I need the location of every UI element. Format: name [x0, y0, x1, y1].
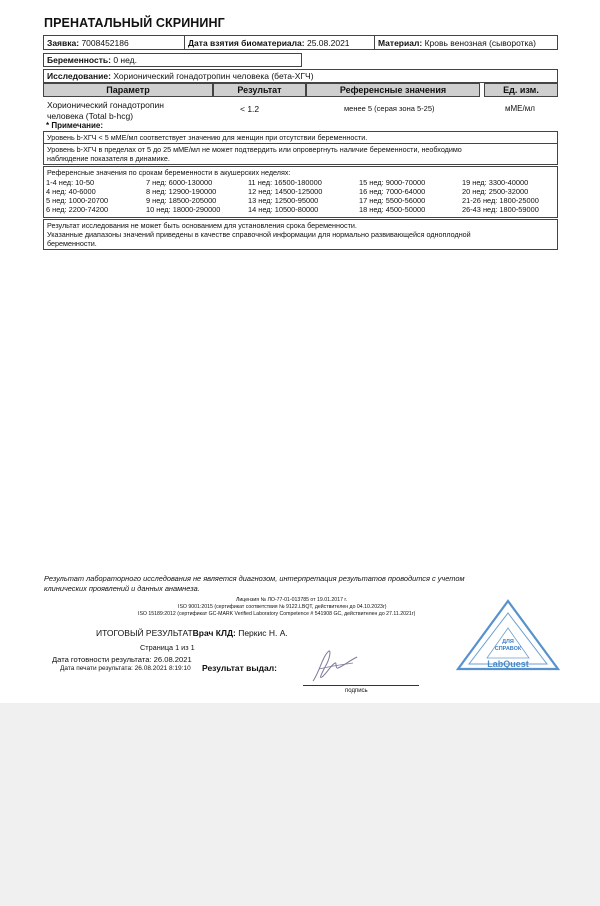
page-title: ПРЕНАТАЛЬНЫЙ СКРИНИНГ — [44, 16, 225, 30]
conclusion-line-1: Результат исследования не может быть основанием для установления срока беременности. — [47, 221, 357, 230]
ref-item: 1-4 нед: 10-50 — [46, 178, 95, 187]
reference-title: Референсные значения по срокам беременности в акушерских неделях: — [47, 168, 291, 177]
study-row — [43, 69, 558, 83]
disclaimer — [44, 574, 524, 594]
stamp-center-2: СПРАВОК — [494, 646, 522, 652]
header-reference: Референсные значения — [306, 83, 480, 97]
reference-box — [43, 166, 558, 218]
ref-item: 5 нед: 1000-20700 — [46, 196, 109, 205]
lab-stamp — [455, 598, 561, 672]
pregnancy-value: 0 нед. — [113, 55, 137, 65]
ref-item: 19 нед: 3300-40000 — [462, 178, 529, 187]
header-unit: Ед. изм. — [484, 83, 558, 97]
print-date: Дата печати результата: 26.08.2021 8:19:10 — [60, 665, 191, 672]
material-label: Материал: — [378, 37, 423, 48]
date-cell — [184, 36, 374, 49]
result-parameter — [47, 100, 164, 122]
page-number: Страница 1 из 1 — [140, 643, 195, 652]
material-value: Кровь венозная (сыворотка) — [424, 37, 536, 48]
ref-item: 6 нед: 2200-74200 — [46, 205, 109, 214]
order-info-row — [43, 35, 558, 50]
parameter-line1: Хорионический гонадотропин — [47, 100, 164, 110]
ref-item: 26-43 нед: 1800-59000 — [462, 205, 539, 214]
material-cell — [374, 36, 557, 49]
pregnancy-row — [43, 53, 302, 67]
study-cell — [44, 70, 557, 82]
pregnancy-label: Беременность: — [47, 55, 111, 65]
disclaimer-line-2: клинических проявлений и данных анамнеза. — [44, 584, 200, 593]
disclaimer-line-1: Результат лабораторного исследования не является диагнозом, интерпретация результатов проводится с учетом — [44, 574, 465, 583]
ref-item: 16 нед: 7000-64000 — [359, 187, 426, 196]
order-cell — [44, 36, 184, 49]
unit-value: мМЕ/мл — [505, 104, 535, 113]
note-box-2 — [43, 143, 558, 165]
ref-item: 15 нед: 9000-70000 — [359, 178, 426, 187]
signature-label: подпись — [345, 688, 368, 694]
doctor-name: Перкис Н. А. — [238, 628, 288, 638]
note-line-2b: наблюдение показателя в динамике. — [47, 154, 170, 163]
final-result-label: ИТОГОВЫЙ РЕЗУЛЬТАТ — [96, 628, 193, 638]
header-result: Результат — [213, 83, 306, 97]
ready-date: Дата готовности результата: 26.08.2021 — [52, 655, 192, 664]
pregnancy-cell — [44, 54, 301, 66]
license-line-3: ISO 15189:2012 (сертификат GC-MARK Verified Laboratory Competence # 541908 GC, действителен до 27.11.2021г) — [138, 611, 416, 617]
license-line-2: ISO 9001:2015 (сертификат соответствия № 9122.LBQT, действителен до 04.10.2023г) — [178, 604, 387, 610]
reference-grid — [46, 178, 556, 216]
ref-item: 20 нед: 2500-32000 — [462, 187, 529, 196]
date-value: 25.08.2021 — [306, 37, 350, 48]
ref-item: 9 нед: 18500-205000 — [146, 196, 217, 205]
study-label: Исследование: — [47, 71, 111, 81]
conclusion-line-3: беременности. — [47, 239, 97, 248]
ref-item: 10 нед: 18000-290000 — [146, 205, 221, 214]
result-value: < 1.2 — [240, 104, 260, 114]
header-parameter: Параметр — [43, 83, 213, 97]
study-value: Хорионический гонадотропин человека (бета-ХГЧ) — [113, 71, 314, 81]
ref-item: 12 нед: 14500-125000 — [248, 187, 323, 196]
ref-item: 13 нед: 12500-95000 — [248, 196, 319, 205]
note-title: * Примечание: — [46, 121, 104, 130]
ref-item: 17 нед: 5500-56000 — [359, 196, 426, 205]
ref-item: 4 нед: 40-6000 — [46, 187, 96, 196]
date-label: Дата взятия биоматериала: — [188, 37, 305, 48]
ref-item: 21-26 нед: 1800-25000 — [462, 196, 539, 205]
note-line-2a: Уровень b-ХГЧ в пределах от 5 до 25 мМЕ/мл не может подтвердить или опровергнуть наличие беременности, необходимо — [47, 145, 462, 154]
license-line-1: Лицензия № ЛО-77-01-013785 от 19.01.2017 г. — [236, 597, 348, 603]
reference-value: менее 5 (серая зона 5-25) — [344, 104, 435, 113]
ref-item: 8 нед: 12900-190000 — [146, 187, 217, 196]
ref-item: 18 нед: 4500-50000 — [359, 205, 426, 214]
ref-item: 14 нед: 10500-80000 — [248, 205, 319, 214]
ref-item: 11 нед: 16500-180000 — [248, 178, 322, 187]
conclusion-line-2: Указанные диапазоны значений приведены в качестве справочной информации для нормально развивающейся одноплодной — [47, 230, 471, 239]
final-result-line — [96, 628, 288, 638]
issued-by-label: Результат выдал: — [202, 663, 277, 673]
signature-image — [305, 645, 361, 685]
order-label: Заявка: — [47, 37, 80, 48]
ref-item: 7 нед: 6000-130000 — [146, 178, 213, 187]
stamp-center-1: ДЛЯ — [502, 639, 514, 645]
signature-line — [303, 685, 419, 686]
stamp-brand: LabQuest — [487, 659, 529, 669]
note-line-1: Уровень b-ХГЧ < 5 мМЕ/мл соответствует значению для женщин при отсутствии беременности. — [47, 133, 368, 142]
parameter-line2: человека (Total b-hcg) — [47, 111, 134, 121]
doctor-label: Врач КЛД: — [192, 628, 236, 638]
conclusion-box — [43, 219, 558, 250]
order-value: 7008452186 — [81, 37, 129, 48]
